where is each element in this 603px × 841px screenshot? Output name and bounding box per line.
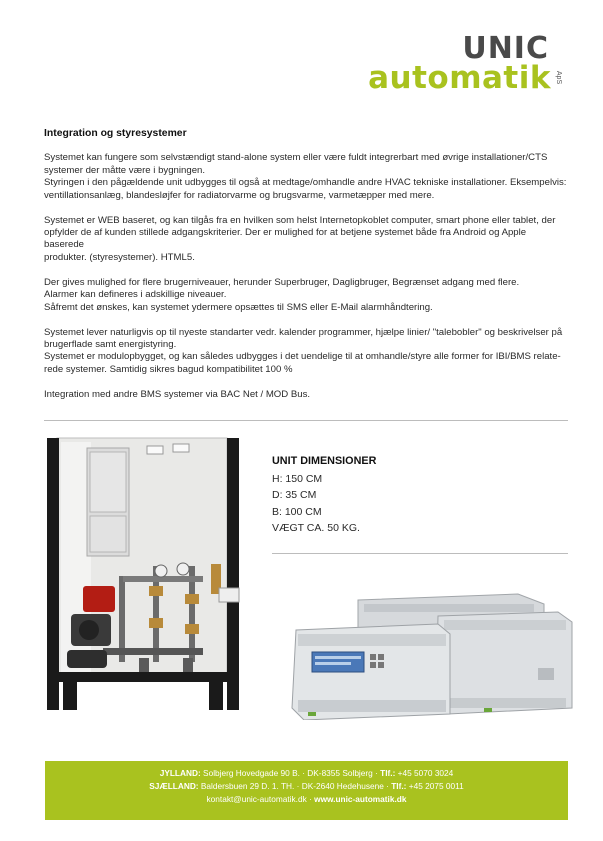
- text-line: Systemet lever naturligvis op til nyeste standarter vedr. kalender programmer, hjælpe linier/ "talebobler" og beskrivelser på: [44, 326, 563, 338]
- jylland-phone: +45 5070 3024: [395, 768, 454, 778]
- paragraph-1: [44, 152, 568, 202]
- section-title: Integration og styresystemer: [44, 128, 187, 139]
- dimension-width: B: 100 CM: [272, 505, 322, 518]
- logo-automatik-text: automatik: [368, 60, 551, 96]
- paragraph-5: [44, 389, 568, 401]
- sjaelland-tlf-label: Tlf.:: [391, 781, 407, 792]
- footer-line-contact: [45, 793, 568, 806]
- sjaelland-label: SJÆLLAND:: [149, 781, 199, 792]
- text-line: Systemet kan fungere som selvstændigt stand-alone system eller være fuldt integrerbart med øvrige installationer/CTS: [44, 152, 548, 164]
- footer-contact: [45, 761, 568, 820]
- text-line: Der gives mulighed for flere brugerniveauer, herunder Superbruger, Dagligbruger, Begrænset adgang med flere.: [44, 276, 520, 288]
- website-link[interactable]: www.unic-automatik.dk: [314, 794, 407, 805]
- logo-unic-text: UNIC: [462, 31, 549, 66]
- jylland-label: JYLLAND:: [159, 768, 201, 778]
- contact-email-link[interactable]: kontakt@unic-automatik.dk: [206, 794, 307, 805]
- jylland-tlf-label: Tlf.:: [380, 768, 396, 778]
- jylland-address: Solbjerg Hovedgade 90 B. · DK-8355 Solbjerg ·: [200, 768, 381, 778]
- text-line: Systemet er WEB baseret, og kan tilgås fra en hvilken som helst Internetopkoblet computer, smart phone eller tablet, der: [44, 214, 556, 226]
- text-line: rede systemer. Samtidig sikres bagud kompatibilitet 100 %: [44, 363, 293, 375]
- footer-line-jylland: [45, 767, 568, 780]
- controllers-photo: [288, 590, 574, 720]
- paragraph-2: [44, 215, 568, 265]
- text-line: Såfremt det ønskes, kan systemet ydermere opsættes til SMS eller E-Mail alarmhåndtering.: [44, 301, 433, 313]
- text-line: Alarmer kan defineres i adskillige niveauer.: [44, 289, 227, 301]
- dimension-weight: VÆGT CA. 50 KG.: [272, 522, 360, 534]
- company-logo: [365, 31, 565, 96]
- text-line: Systemet er modulopbygget, og kan således udbygges i det uendelige til at omhandle/styre alle former for IBI/BMS relate-: [44, 351, 561, 363]
- divider: [272, 553, 568, 554]
- paragraph-4: [44, 327, 568, 377]
- dimension-depth: D: 35 CM: [272, 489, 317, 501]
- text-line: systemer der måtte være i bygningen.: [44, 164, 206, 176]
- paragraph-3: [44, 277, 568, 314]
- unit-dimensions: [272, 453, 376, 537]
- sjaelland-phone: +45 2075 0011: [406, 781, 464, 792]
- footer-line-sjaelland: [45, 780, 568, 793]
- sjaelland-address: Baldersbuen 29 D. 1. TH. · DK-2640 Hedehusene ·: [198, 781, 392, 792]
- heat-unit-photo: [43, 436, 244, 714]
- text-line: Styringen i den pågældende unit udbygges til også at medtage/omhandle andre HVAC tekniske installationer. Eksempelvis:: [44, 177, 567, 189]
- text-line: brugerflade samt energistyring.: [44, 339, 177, 351]
- text-line: produkter. (styresystemer). HTML5.: [44, 251, 195, 263]
- dimension-height: H: 150 CM: [272, 472, 323, 485]
- text-line: opfylder de af kunden stillede adgangskriterier. Der er mulighed for at betjene systemet både fra Android og Apple baserede: [44, 227, 527, 251]
- text-line: ventillationsanlæg, blandesløjfer for radiatorvarme og brugsvarme, varmetæpper med mere.: [44, 189, 435, 201]
- dimensions-title: UNIT DIMENSIONER: [272, 455, 377, 467]
- logo-aps-text: ApS: [554, 70, 562, 85]
- footer-separator: ·: [306, 794, 315, 805]
- text-line: Integration med andre BMS systemer via BAC Net / MOD Bus.: [44, 388, 311, 400]
- section-integration: [44, 128, 568, 414]
- divider: [44, 420, 568, 421]
